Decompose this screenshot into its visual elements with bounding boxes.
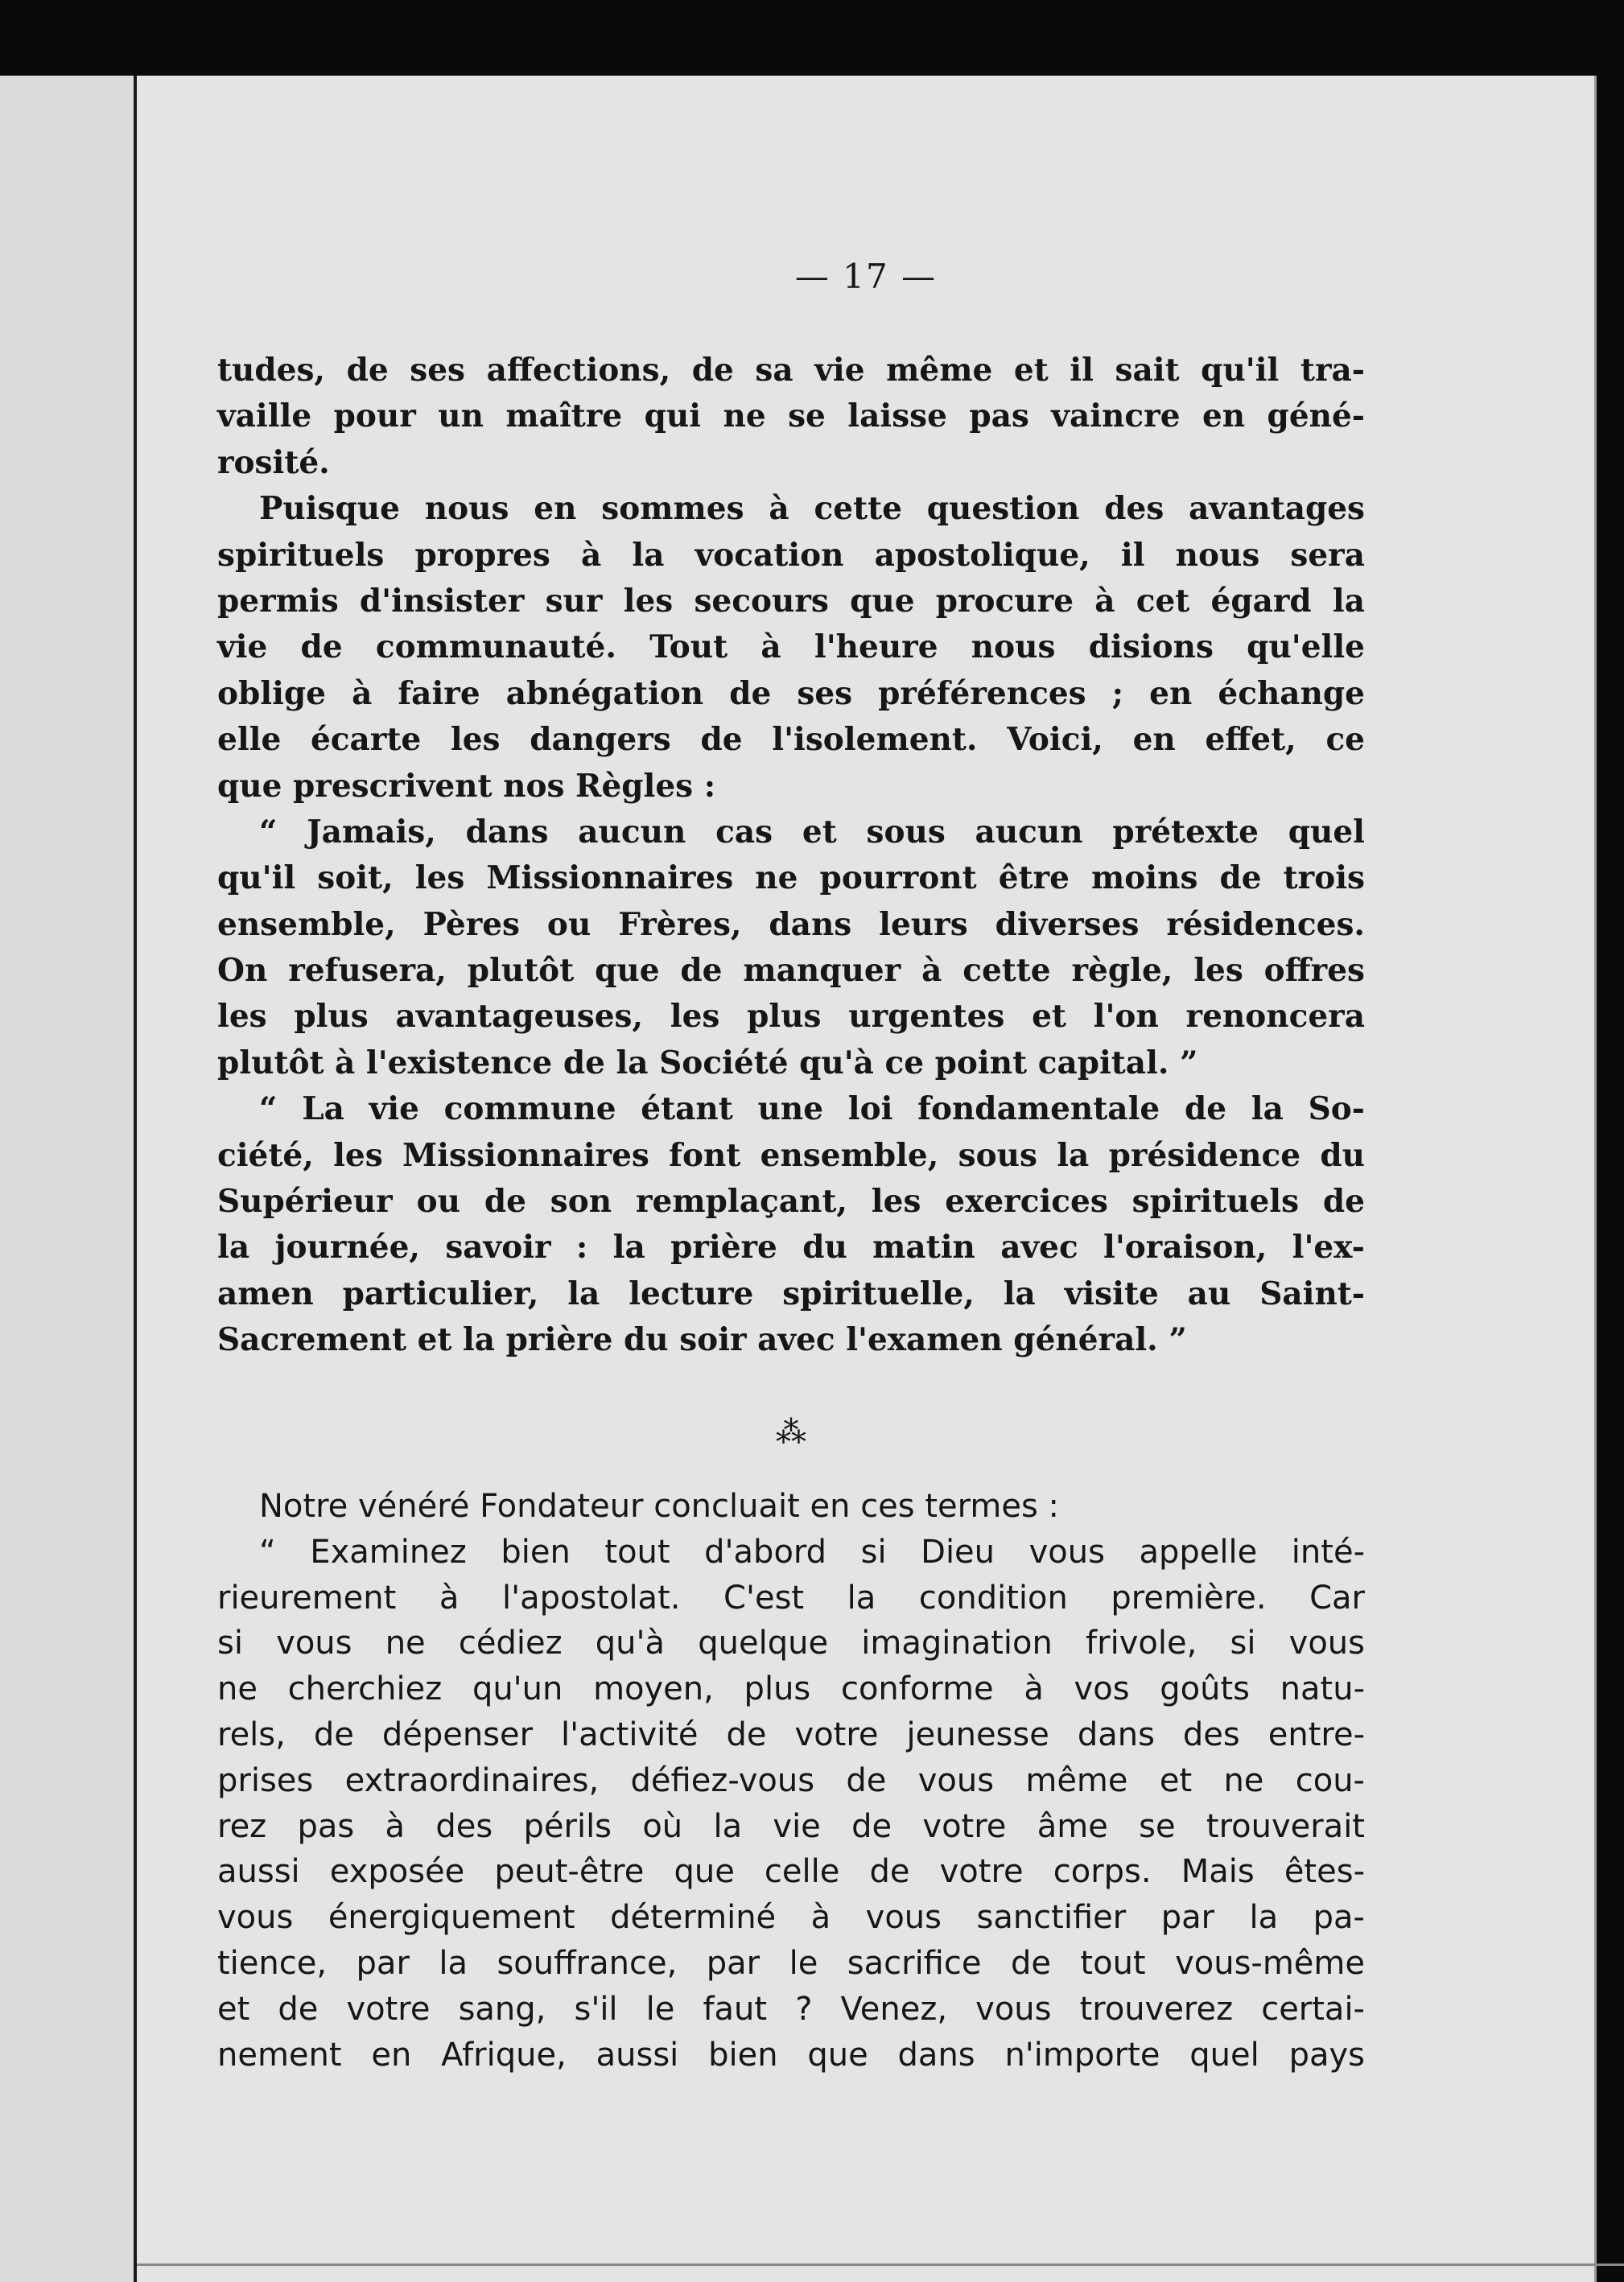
- text-line: spirituels propres à la vocation apostolique, il nous sera: [217, 536, 1365, 574]
- quote-rule-one: [217, 809, 1365, 1086]
- text-line: oblige à faire abnégation de ses préférences ; en échange: [217, 674, 1365, 712]
- text-line: nement en Afrique, aussi bien que dans n'importe quel pays: [217, 2036, 1365, 2074]
- text-line: On refusera, plutôt que de manquer à cette règle, les offres: [217, 952, 1365, 990]
- text-line: vie de communauté. Tout à l'heure nous disions qu'elle: [217, 628, 1365, 666]
- text-line: rieurement à l'apostolat. C'est la condition première. Car: [217, 1579, 1365, 1617]
- text-line: et de votre sang, s'il le faut ? Venez, vous trouverez certai-: [217, 1990, 1365, 2028]
- text-line: Sacrement et la prière du soir avec l'examen général. ”: [217, 1321, 1187, 1359]
- text-line: vous énergiquement déterminé à vous sanctifier par la pa-: [217, 1899, 1365, 1937]
- adjacent-page-edge: [0, 76, 137, 2282]
- text-line: ensemble, Pères ou Frères, dans leurs diverses résidences.: [217, 905, 1365, 943]
- page-bottom-edge: [137, 2263, 1624, 2266]
- text-line: qu'il soit, les Missionnaires ne pourront être moins de trois: [217, 859, 1365, 897]
- page-body: [217, 348, 1365, 2074]
- text-line: la journée, savoir : la prière du matin avec l'oraison, l'ex-: [217, 1229, 1365, 1267]
- text-line: plutôt à l'existence de la Société qu'à ce point capital. ”: [217, 1044, 1198, 1081]
- text-line: Notre vénéré Fondateur concluait en ces termes :: [259, 1488, 1059, 1525]
- asterism-separator: ⁂: [776, 1414, 806, 1450]
- text-line: rez pas à des périls où la vie de votre âme se trouverait: [217, 1807, 1365, 1845]
- text-line: vaille pour un maître qui ne se laisse pas vaincre en géné-: [217, 397, 1365, 435]
- text-line: “ Examinez bien tout d'abord si Dieu vous appelle inté-: [259, 1533, 1365, 1571]
- text-line: que prescrivent nos Règles :: [217, 767, 716, 805]
- text-line: permis d'insister sur les secours que procure à cet égard la: [217, 582, 1365, 620]
- text-line: si vous ne cédiez qu'à quelque imagination frivole, si vous: [217, 1625, 1365, 1662]
- text-line: Supérieur ou de son remplaçant, les exercices spirituels de: [217, 1183, 1365, 1221]
- paragraph-community-life: [217, 486, 1365, 809]
- text-line: tience, par la souffrance, par le sacrifice de tout vous-même: [217, 1944, 1365, 1982]
- founder-conclusion: [217, 1484, 1365, 2078]
- paragraph-continuation: [217, 348, 1365, 486]
- text-line: aussi exposée peut-être que celle de votre corps. Mais êtes-: [217, 1853, 1365, 1891]
- text-line: les plus avantageuses, les plus urgentes et l'on renoncera: [217, 998, 1365, 1036]
- text-line: Puisque nous en sommes à cette question des avantages: [259, 490, 1365, 528]
- text-line: rosité.: [217, 443, 330, 481]
- page-number: — 17 —: [794, 257, 938, 296]
- page-right-edge: [1594, 76, 1597, 2282]
- quote-rule-two: [217, 1086, 1365, 1363]
- text-line: “ Jamais, dans aucun cas et sous aucun prétexte quel: [259, 813, 1365, 851]
- text-line: amen particulier, la lecture spirituelle, la visite au Saint-: [217, 1275, 1365, 1312]
- text-line: “ La vie commune étant une loi fondamentale de la So-: [259, 1090, 1365, 1128]
- text-line: rels, de dépenser l'activité de votre jeunesse dans des entre-: [217, 1716, 1365, 1753]
- text-line: elle écarte les dangers de l'isolement. Voici, en effet, ce: [217, 721, 1365, 759]
- text-line: prises extraordinaires, défiez-vous de vous même et ne cou-: [217, 1761, 1365, 1799]
- text-line: tudes, de ses affections, de sa vie même et il sait qu'il tra-: [217, 352, 1365, 389]
- text-line: ne cherchiez qu'un moyen, plus conforme à vos goûts natu-: [217, 1670, 1365, 1708]
- text-line: ciété, les Missionnaires font ensemble, sous la présidence du: [217, 1136, 1365, 1174]
